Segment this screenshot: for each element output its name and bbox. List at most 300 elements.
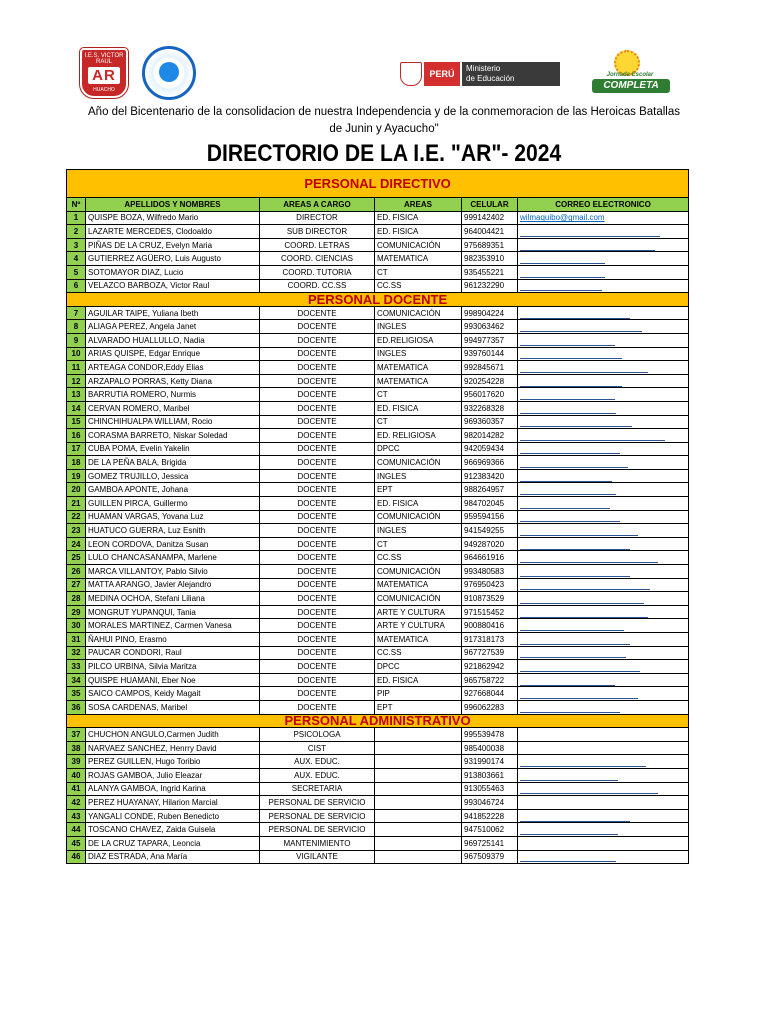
role-cell: DOCENTE <box>260 646 375 660</box>
area-cell: CT <box>375 415 462 429</box>
phone-cell: 976950423 <box>462 578 518 592</box>
email-blank-link[interactable] <box>520 459 628 468</box>
area-cell <box>375 755 462 769</box>
email-blank-link[interactable] <box>520 527 638 536</box>
page-title: DIRECTORIO DE LA I.E. "AR"- 2024 <box>206 140 562 167</box>
phone-cell: 971515452 <box>462 605 518 619</box>
column-header-row <box>67 198 689 212</box>
email-blank-link[interactable] <box>520 391 615 400</box>
phone-cell: 920254228 <box>462 374 518 388</box>
email-cell <box>518 700 689 714</box>
email-cell <box>518 565 689 579</box>
person-name: ROJAS GAMBOA, Julio Eleazar <box>86 768 260 782</box>
minedu-name <box>462 62 560 86</box>
person-name: DE LA CRUZ TAPARA, Leoncia <box>86 836 260 850</box>
table-row <box>67 510 689 524</box>
header-phone: CELULAR <box>462 198 518 212</box>
email-blank-link[interactable] <box>520 758 646 767</box>
email-blank-link[interactable] <box>520 677 615 686</box>
table-row <box>67 809 689 823</box>
table-row <box>67 551 689 565</box>
person-name: PEREZ HUAYANAY, Hilarion Marcial <box>86 796 260 810</box>
phone-cell: 984702045 <box>462 497 518 511</box>
row-number: 10 <box>67 347 86 361</box>
table-row <box>67 225 689 239</box>
email-blank-link[interactable] <box>520 473 612 482</box>
area-cell: COMUNICACIÓN <box>375 592 462 606</box>
email-cell <box>518 687 689 701</box>
table-row <box>67 728 689 742</box>
role-cell: DOCENTE <box>260 415 375 429</box>
table-row <box>67 796 689 810</box>
person-name: SOTOMAYOR DIAZ, Lucio <box>86 265 260 279</box>
area-cell: INGLES <box>375 320 462 334</box>
area-cell <box>375 836 462 850</box>
email-blank-link[interactable] <box>520 255 605 264</box>
area-cell: MATEMATICA <box>375 252 462 266</box>
person-name: PIÑAS DE LA CRUZ, Evelyn Maria <box>86 238 260 252</box>
email-cell <box>518 252 689 266</box>
row-number: 13 <box>67 388 86 402</box>
table-row <box>67 537 689 551</box>
table-row <box>67 238 689 252</box>
table-row <box>67 605 689 619</box>
phone-cell: 921862942 <box>462 660 518 674</box>
section-header-row <box>67 170 689 198</box>
role-cell: DOCENTE <box>260 497 375 511</box>
row-number: 16 <box>67 429 86 443</box>
phone-cell: 935455221 <box>462 265 518 279</box>
email-cell <box>518 361 689 375</box>
row-number: 35 <box>67 687 86 701</box>
email-cell <box>518 497 689 511</box>
table-row <box>67 497 689 511</box>
row-number: 7 <box>67 306 86 320</box>
row-number: 31 <box>67 633 86 647</box>
person-name: ARZAPALO PORRAS, Ketty Diana <box>86 374 260 388</box>
table-row <box>67 782 689 796</box>
table-row <box>67 306 689 320</box>
role-cell: DOCENTE <box>260 306 375 320</box>
row-number: 9 <box>67 333 86 347</box>
email-blank-link[interactable] <box>520 500 610 509</box>
email-cell <box>518 592 689 606</box>
row-number: 33 <box>67 660 86 674</box>
email-blank-link[interactable] <box>520 554 658 563</box>
role-cell: AUX. EDUC. <box>260 768 375 782</box>
role-cell: DOCENTE <box>260 537 375 551</box>
area-cell: COMUNICACIÓN <box>375 456 462 470</box>
area-cell: COMUNICACIÓN <box>375 565 462 579</box>
person-name: TOSCANO CHAVEZ, Zaida Guisela <box>86 823 260 837</box>
email-blank-link[interactable] <box>520 663 640 672</box>
role-cell: DOCENTE <box>260 510 375 524</box>
area-cell: COMUNICACIÓN <box>375 238 462 252</box>
email-cell <box>518 551 689 565</box>
person-name: ALVARADO HUALLULLO, Nadia <box>86 333 260 347</box>
email-blank-link[interactable] <box>520 826 618 835</box>
row-number: 40 <box>67 768 86 782</box>
area-cell <box>375 782 462 796</box>
email-blank-link[interactable] <box>520 785 658 794</box>
email-blank-link[interactable] <box>520 269 605 278</box>
phone-cell: 949287020 <box>462 537 518 551</box>
area-cell: DPCC <box>375 660 462 674</box>
email-cell <box>518 741 689 755</box>
table-row <box>67 768 689 782</box>
role-cell: DIRECTOR <box>260 211 375 225</box>
row-number: 34 <box>67 673 86 687</box>
email-cell <box>518 782 689 796</box>
phone-cell: 999142402 <box>462 211 518 225</box>
person-name: VELAZCO BARBOZA, Victor Raul <box>86 279 260 293</box>
email-blank-link[interactable] <box>520 690 638 699</box>
header-name: APELLIDOS Y NOMBRES <box>86 198 260 212</box>
row-number: 45 <box>67 836 86 850</box>
email-cell <box>518 755 689 769</box>
email-blank-link[interactable] <box>520 853 616 862</box>
person-name: LULO CHANCASANAMPA, Marlene <box>86 551 260 565</box>
email-blank-link[interactable] <box>520 649 626 658</box>
header-area: AREAS <box>375 198 462 212</box>
email-blank-link[interactable] <box>520 486 616 495</box>
person-name: ALANYA GAMBOA, Ingrid Karina <box>86 782 260 796</box>
role-cell: COORD. CIENCIAS <box>260 252 375 266</box>
row-number: 28 <box>67 592 86 606</box>
table-row <box>67 755 689 769</box>
table-row <box>67 741 689 755</box>
area-cell: CC.SS <box>375 646 462 660</box>
peru-shield-icon <box>400 62 422 86</box>
area-cell: ED. RELIGIOSA <box>375 429 462 443</box>
role-cell: DOCENTE <box>260 483 375 497</box>
header-num: Nº <box>67 198 86 212</box>
row-number: 32 <box>67 646 86 660</box>
area-cell: CC.SS <box>375 279 462 293</box>
area-cell <box>375 809 462 823</box>
table-row <box>67 592 689 606</box>
year-motto-line-2: de Junin y Ayacucho" <box>329 123 439 135</box>
row-number: 2 <box>67 225 86 239</box>
area-cell: CT <box>375 265 462 279</box>
email-cell <box>518 728 689 742</box>
school-logo-mid-text: AR <box>88 67 120 84</box>
phone-cell: 932268328 <box>462 401 518 415</box>
role-cell: DOCENTE <box>260 605 375 619</box>
phone-cell: 917318173 <box>462 633 518 647</box>
phone-cell: 975689351 <box>462 238 518 252</box>
table-row <box>67 429 689 443</box>
email-cell <box>518 347 689 361</box>
minedu-line-2: de Educación <box>466 74 515 83</box>
email-cell <box>518 660 689 674</box>
email-cell <box>518 510 689 524</box>
person-name: LEON CORDOVA, Danitza Susan <box>86 537 260 551</box>
table-row <box>67 320 689 334</box>
email-cell <box>518 456 689 470</box>
phone-cell: 967727539 <box>462 646 518 660</box>
phone-cell: 947510062 <box>462 823 518 837</box>
person-name: YANGALI CONDE, Ruben Benedicto <box>86 809 260 823</box>
row-number: 29 <box>67 605 86 619</box>
row-number: 4 <box>67 252 86 266</box>
table-row <box>67 388 689 402</box>
role-cell: DOCENTE <box>260 592 375 606</box>
email-blank-link[interactable] <box>520 772 618 781</box>
table-row <box>67 469 689 483</box>
email-cell <box>518 306 689 320</box>
table-row <box>67 265 689 279</box>
minedu-logo <box>396 60 564 88</box>
phone-cell: 900880416 <box>462 619 518 633</box>
person-name: MONGRUT YUPANQUI, Tania <box>86 605 260 619</box>
phone-cell: 969360357 <box>462 415 518 429</box>
phone-cell: 998904224 <box>462 306 518 320</box>
phone-cell: 969725141 <box>462 836 518 850</box>
email-cell <box>518 483 689 497</box>
email-cell <box>518 633 689 647</box>
table-row <box>67 252 689 266</box>
role-cell: DOCENTE <box>260 469 375 483</box>
minedu-peru-label: PERÚ <box>424 62 460 86</box>
email-blank-link[interactable] <box>520 609 648 618</box>
school-logo-top-text: I.E.S. VICTOR RAUL <box>84 53 124 65</box>
row-number: 21 <box>67 497 86 511</box>
table-row <box>67 333 689 347</box>
area-cell: ED. FISICA <box>375 497 462 511</box>
email-cell <box>518 605 689 619</box>
phone-cell: 965758722 <box>462 673 518 687</box>
role-cell: PSICOLOGA <box>260 728 375 742</box>
email-cell <box>518 429 689 443</box>
email-cell <box>518 578 689 592</box>
email-blank-link[interactable] <box>520 364 648 373</box>
phone-cell: 994977357 <box>462 333 518 347</box>
phone-cell: 910873529 <box>462 592 518 606</box>
section-title: PERSONAL DIRECTIVO <box>67 170 689 198</box>
role-cell: DOCENTE <box>260 374 375 388</box>
person-name: BARRUTIA ROMERO, Nurmis <box>86 388 260 402</box>
person-name: CHUCHON ANGULO,Carmen Judith <box>86 728 260 742</box>
email-cell <box>518 537 689 551</box>
role-cell: DOCENTE <box>260 619 375 633</box>
role-cell: CIST <box>260 741 375 755</box>
phone-cell: 931990174 <box>462 755 518 769</box>
role-cell: DOCENTE <box>260 700 375 714</box>
email-blank-link[interactable] <box>520 310 630 319</box>
phone-cell: 941852228 <box>462 809 518 823</box>
email-blank-link[interactable] <box>520 350 622 359</box>
phone-cell: 993063462 <box>462 320 518 334</box>
area-cell: ARTE Y CULTURA <box>375 605 462 619</box>
phone-cell: 993046724 <box>462 796 518 810</box>
minedu-line-1: Ministerio <box>466 64 501 73</box>
role-cell: SUB DIRECTOR <box>260 225 375 239</box>
table-row <box>67 673 689 687</box>
role-cell: DOCENTE <box>260 687 375 701</box>
email-blank-link[interactable] <box>520 242 655 251</box>
person-name: MORALES MARTINEZ, Carmen Vanesa <box>86 619 260 633</box>
area-cell: PIP <box>375 687 462 701</box>
email-cell <box>518 279 689 293</box>
row-number: 43 <box>67 809 86 823</box>
area-cell: MATEMATICA <box>375 633 462 647</box>
table-row <box>67 687 689 701</box>
email-blank-link[interactable] <box>520 282 602 291</box>
email-blank-link[interactable] <box>520 323 642 332</box>
phone-cell: 912383420 <box>462 469 518 483</box>
person-name: CORASMA BARRETO, Niskar Soledad <box>86 429 260 443</box>
role-cell: COORD. TUTORIA <box>260 265 375 279</box>
person-name: SOSA CARDENAS, Maribel <box>86 700 260 714</box>
directory-table <box>66 169 689 864</box>
person-name: GUILLEN PIRCA, Guillermo <box>86 497 260 511</box>
person-name: PEREZ GUILLEN, Hugo Toribio <box>86 755 260 769</box>
role-cell: DOCENTE <box>260 660 375 674</box>
email-cell <box>518 415 689 429</box>
area-cell <box>375 768 462 782</box>
role-cell: DOCENTE <box>260 524 375 538</box>
area-cell: INGLES <box>375 469 462 483</box>
row-number: 23 <box>67 524 86 538</box>
person-name: SAICO CAMPOS, Keidy Magait <box>86 687 260 701</box>
role-cell: VIGILANTE <box>260 850 375 864</box>
email-cell <box>518 333 689 347</box>
phone-cell: 927668044 <box>462 687 518 701</box>
person-name: PAUCAR CONDORI, Raul <box>86 646 260 660</box>
email-cell <box>518 469 689 483</box>
email-cell <box>518 320 689 334</box>
role-cell: DOCENTE <box>260 673 375 687</box>
role-cell: DOCENTE <box>260 578 375 592</box>
email-link[interactable]: wilmaquibo@gmail.com <box>520 213 605 223</box>
row-number: 42 <box>67 796 86 810</box>
email-blank-link[interactable] <box>520 418 632 427</box>
email-blank-link[interactable] <box>520 636 630 645</box>
table-row <box>67 633 689 647</box>
role-cell: DOCENTE <box>260 388 375 402</box>
row-number: 41 <box>67 782 86 796</box>
row-number: 18 <box>67 456 86 470</box>
role-cell: SECRETARIA <box>260 782 375 796</box>
email-blank-link[interactable] <box>520 445 620 454</box>
row-number: 25 <box>67 551 86 565</box>
email-blank-link[interactable] <box>520 813 630 822</box>
email-blank-link[interactable] <box>520 405 616 414</box>
jec-line-1: Jornada Escolar <box>606 72 654 78</box>
email-cell <box>518 823 689 837</box>
role-cell: DOCENTE <box>260 456 375 470</box>
person-name: HUATUCO GUERRA, Luz Esnith <box>86 524 260 538</box>
phone-cell: 913803661 <box>462 768 518 782</box>
table-row <box>67 524 689 538</box>
row-number: 3 <box>67 238 86 252</box>
area-cell: ED. FISICA <box>375 211 462 225</box>
person-name: LAZARTE MERCEDES, Clodoaldo <box>86 225 260 239</box>
person-name: CUBA POMA, Evelin Yakelin <box>86 442 260 456</box>
school-ar-logo <box>80 48 128 98</box>
person-name: ARIAS QUISPE, Edgar Enrique <box>86 347 260 361</box>
row-number: 37 <box>67 728 86 742</box>
phone-cell: 964661916 <box>462 551 518 565</box>
row-number: 46 <box>67 850 86 864</box>
email-blank-link[interactable] <box>520 704 620 713</box>
email-blank-link[interactable] <box>520 378 622 387</box>
role-cell: DOCENTE <box>260 320 375 334</box>
institution-seal-logo <box>142 46 196 100</box>
area-cell: MATEMATICA <box>375 374 462 388</box>
year-motto-line-1: Año del Bicentenario de la consolidacion de nuestra Independencia y de la conmemoracion de las Heroicas Batallas <box>88 106 680 118</box>
area-cell: COMUNICACIÓN <box>375 306 462 320</box>
email-blank-link[interactable] <box>520 513 620 522</box>
email-cell <box>518 265 689 279</box>
phone-cell: 985400038 <box>462 741 518 755</box>
email-blank-link[interactable] <box>520 622 624 631</box>
email-blank-link[interactable] <box>520 541 630 550</box>
role-cell: DOCENTE <box>260 551 375 565</box>
area-cell: EPT <box>375 483 462 497</box>
person-name: CERVAN ROMERO, Maribel <box>86 401 260 415</box>
table-row <box>67 850 689 864</box>
area-cell: ED. FISICA <box>375 225 462 239</box>
table-row <box>67 456 689 470</box>
person-name: DIAZ ESTRADA, Ana María <box>86 850 260 864</box>
section-header-row <box>67 714 689 728</box>
row-number: 38 <box>67 741 86 755</box>
email-blank-link[interactable] <box>520 568 630 577</box>
section-header-row <box>67 293 689 307</box>
person-name: GOMEZ TRUJILLO, Jessica <box>86 469 260 483</box>
table-row <box>67 578 689 592</box>
email-cell <box>518 646 689 660</box>
row-number: 1 <box>67 211 86 225</box>
person-name: GAMBOA APONTE, Johana <box>86 483 260 497</box>
role-cell: DOCENTE <box>260 429 375 443</box>
email-cell <box>518 796 689 810</box>
area-cell <box>375 741 462 755</box>
year-motto <box>66 104 702 138</box>
email-blank-link[interactable] <box>520 337 615 346</box>
person-name: DE LA PEÑA BALA, Brigida <box>86 456 260 470</box>
table-row <box>67 646 689 660</box>
table-row <box>67 374 689 388</box>
table-row <box>67 823 689 837</box>
email-blank-link[interactable] <box>520 581 650 590</box>
phone-cell: 982014282 <box>462 429 518 443</box>
phone-cell: 939760144 <box>462 347 518 361</box>
email-blank-link[interactable] <box>520 432 665 441</box>
email-cell <box>518 238 689 252</box>
person-name: NARVAEZ SANCHEZ, Henrry David <box>86 741 260 755</box>
row-number: 5 <box>67 265 86 279</box>
table-row <box>67 279 689 293</box>
email-cell <box>518 225 689 239</box>
phone-cell: 995539478 <box>462 728 518 742</box>
area-cell: CC.SS <box>375 551 462 565</box>
area-cell: ED. FISICA <box>375 401 462 415</box>
email-blank-link[interactable] <box>520 228 660 237</box>
email-blank-link[interactable] <box>520 595 644 604</box>
row-number: 14 <box>67 401 86 415</box>
area-cell: CT <box>375 537 462 551</box>
email-cell <box>518 836 689 850</box>
person-name: GUTIERREZ AGÜERO, Luis Augusto <box>86 252 260 266</box>
email-cell <box>518 850 689 864</box>
person-name: MARCA VILLANTOY, Pablo Silvio <box>86 565 260 579</box>
area-cell: COMUNICACIÓN <box>375 510 462 524</box>
phone-cell: 959594156 <box>462 510 518 524</box>
row-number: 30 <box>67 619 86 633</box>
